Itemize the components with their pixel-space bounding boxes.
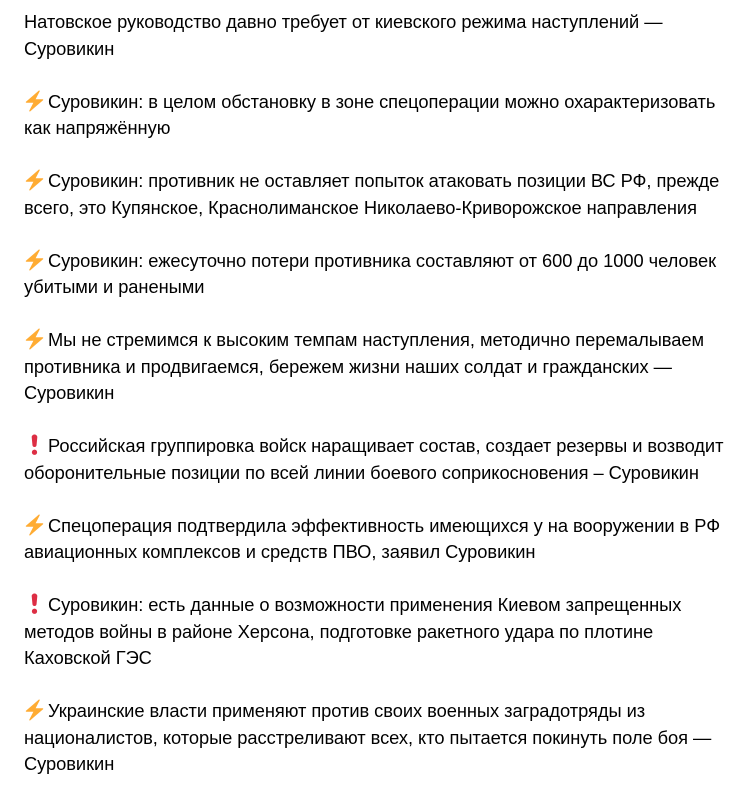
- paragraph-1: [24, 9, 732, 62]
- paragraph-text: Суровикин: есть данные о возможности применения Киевом запрещенных методов войны в районе Херсона, подготовке ракетного удара по плотине Каховской ГЭС: [24, 594, 682, 668]
- paragraph-text: Украинские власти применяют против своих военных заградотряды из националистов, которые расстреливают всех, кто пытается покинуть поле боя — Суровикин: [24, 700, 712, 774]
- paragraph-text: Российская группировка войск наращивает состав, создает резервы и возводит оборонительные позиции по всей линии боевого соприкосновения – Суровикин: [24, 435, 724, 483]
- paragraph-2: [24, 89, 732, 142]
- paragraph-3: [24, 168, 732, 221]
- exclamation-icon: [24, 434, 45, 456]
- paragraph-text: Суровикин: в целом обстановку в зоне спецоперации можно охарактеризовать как напряжённую: [24, 90, 716, 138]
- paragraph-7: [24, 513, 732, 566]
- paragraph-text: Мы не стремимся к высоким темпам наступления, методично перемалываем противника и продвигаемся, бережем жизни наших солдат и гражданских — Суровикин: [24, 329, 705, 403]
- lightning-icon: [24, 249, 45, 271]
- lightning-icon: [24, 328, 45, 350]
- paragraph-5: [24, 327, 732, 407]
- paragraph-9: [24, 698, 732, 778]
- lightning-icon: [24, 90, 45, 112]
- paragraph-text: Суровикин: ежесуточно потери противника составляют от 600 до 1000 человек убитыми и ранеными: [24, 249, 717, 297]
- lightning-icon: [24, 169, 45, 191]
- exclamation-icon: [24, 593, 45, 615]
- lightning-icon: [24, 514, 45, 536]
- paragraph-4: [24, 248, 732, 301]
- paragraph-8: [24, 592, 732, 672]
- lightning-icon: [24, 699, 45, 721]
- paragraph-6: [24, 433, 732, 486]
- paragraph-text: Натовское руководство давно требует от киевского режима наступлений — Суровикин: [24, 11, 663, 59]
- paragraph-text: Суровикин: противник не оставляет попыток атаковать позиции ВС РФ, прежде всего, это Купянское, Краснолиманское Николаево-Криворожское направления: [24, 170, 720, 218]
- paragraph-text: Спецоперация подтвердила эффективность имеющихся у на вооружении в РФ авиационных комплексов и средств ПВО, заявил Суровикин: [24, 514, 721, 562]
